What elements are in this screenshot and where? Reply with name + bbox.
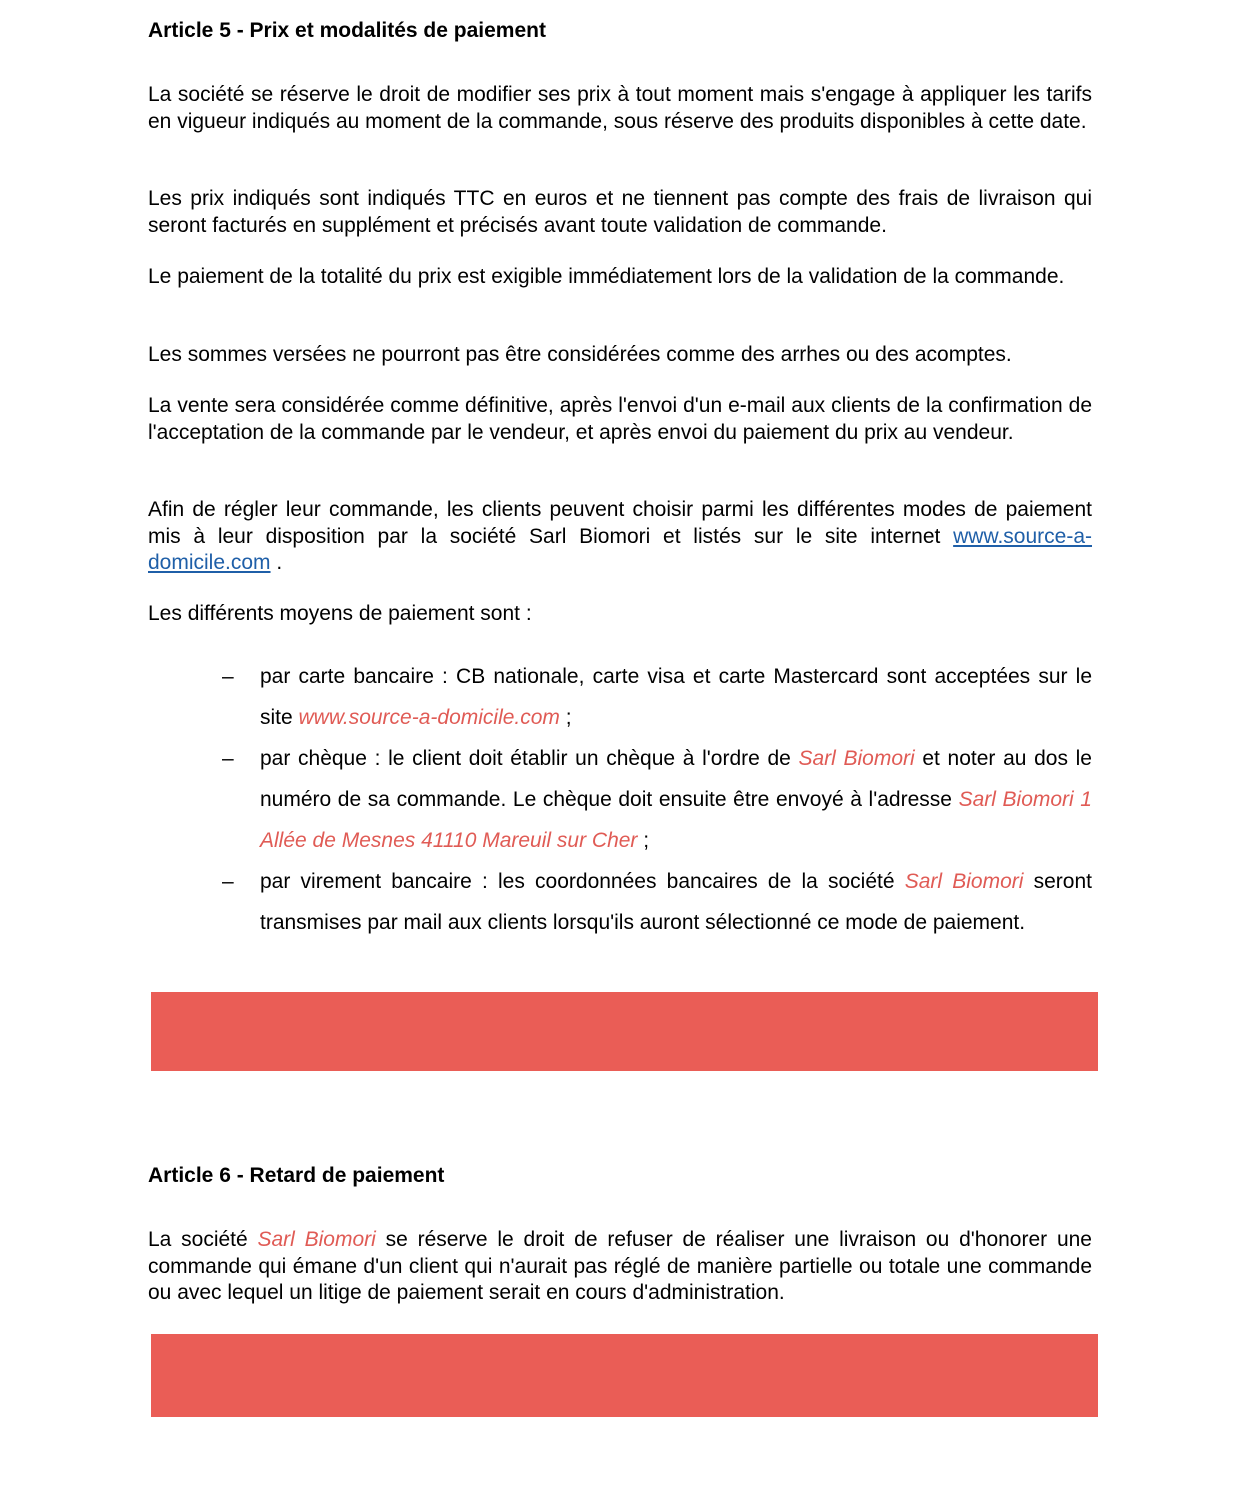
article-5-paragraph-1: La société se réserve le droit de modifier ses prix à tout moment mais s'engage à appliquer les tarifs en vigueur indiqués au moment de la commande, sous réserve des produits disponibles à cette date.	[148, 83, 1092, 133]
decorative-banner	[151, 1334, 1098, 1417]
bullet-text-end: ;	[637, 829, 650, 852]
article-5-paragraph-3: Le paiement de la totalité du prix est exigible immédiatement lors de la validation de la commande.	[148, 265, 1065, 288]
list-item	[148, 656, 1092, 738]
bullet-text: par virement bancaire : les coordonnées bancaires de la société	[260, 870, 905, 893]
bullet-text: par carte bancaire : CB nationale, carte visa et carte Mastercard sont acceptées sur le site	[260, 665, 1092, 729]
bullet-text-end: seront transmises par mail aux clients lorsqu'ils auront sélectionné ce mode de paiement.	[260, 870, 1092, 934]
list-item	[148, 738, 1092, 861]
article-5-paragraph-6	[148, 497, 1092, 577]
article-6-text-end: se réserve le droit de refuser de réaliser une livraison ou d'honorer une commande qui émane d'un client qui n'aurait pas réglé de manière partielle ou totale une commande ou avec lequel un litige de paiement serait en cours d'administration.	[148, 1228, 1092, 1304]
bullet-address: Sarl Biomori 1 Allée de Mesnes 41110 Mareuil sur Cher	[260, 788, 1092, 852]
bullet-text-end: ;	[559, 706, 572, 729]
article-5-paragraph-4: Les sommes versées ne pourront pas être considérées comme des arrhes ou des acomptes.	[148, 343, 1012, 366]
bullet-accent: Sarl Biomori	[904, 870, 1024, 893]
website-link[interactable]: www.source-a-domicile.com	[148, 524, 1092, 574]
payment-methods-list	[148, 656, 1092, 943]
bullet-accent: Sarl Biomori	[798, 747, 915, 770]
decorative-banner	[151, 992, 1098, 1071]
article-6-title: Article 6 - Retard de paiement	[148, 1164, 445, 1187]
list-item	[148, 861, 1092, 943]
bullet-dash: –	[222, 870, 234, 893]
article-5-title: Article 5 - Prix et modalités de paiement	[148, 19, 546, 42]
bullet-dash: –	[222, 747, 234, 770]
paragraph-6-text: Afin de régler leur commande, les clients peuvent choisir parmi les différentes modes de paiement mis à leur disposition par la société Sarl Biomori et listés sur le site internet	[148, 498, 1092, 548]
article-5-paragraph-5: La vente sera considérée comme définitive, après l'envoi d'un e-mail aux clients de la confirmation de l'acceptation de la commande par le vendeur, et après envoi du paiement du prix au vendeur.	[148, 394, 1092, 444]
article-6-accent: Sarl Biomori	[257, 1228, 376, 1251]
paragraph-6-end: .	[270, 551, 283, 574]
article-6-paragraph-1	[148, 1227, 1092, 1307]
bullet-dash: –	[222, 665, 234, 688]
article-6-text-start: La société	[148, 1228, 258, 1251]
bullet-text: par chèque : le client doit établir un chèque à l'ordre de	[260, 747, 799, 770]
article-5-paragraph-7: Les différents moyens de paiement sont :	[148, 602, 532, 625]
bullet-text-middle: et noter au dos le numéro de sa commande. Le chèque doit ensuite être envoyé à l'adresse	[260, 747, 1092, 811]
bullet-accent: www.source-a-domicile.com	[298, 706, 560, 729]
article-5-paragraph-2: Les prix indiqués sont indiqués TTC en euros et ne tiennent pas compte des frais de livraison qui seront facturés en supplément et précisés avant toute validation de commande.	[148, 187, 1092, 237]
